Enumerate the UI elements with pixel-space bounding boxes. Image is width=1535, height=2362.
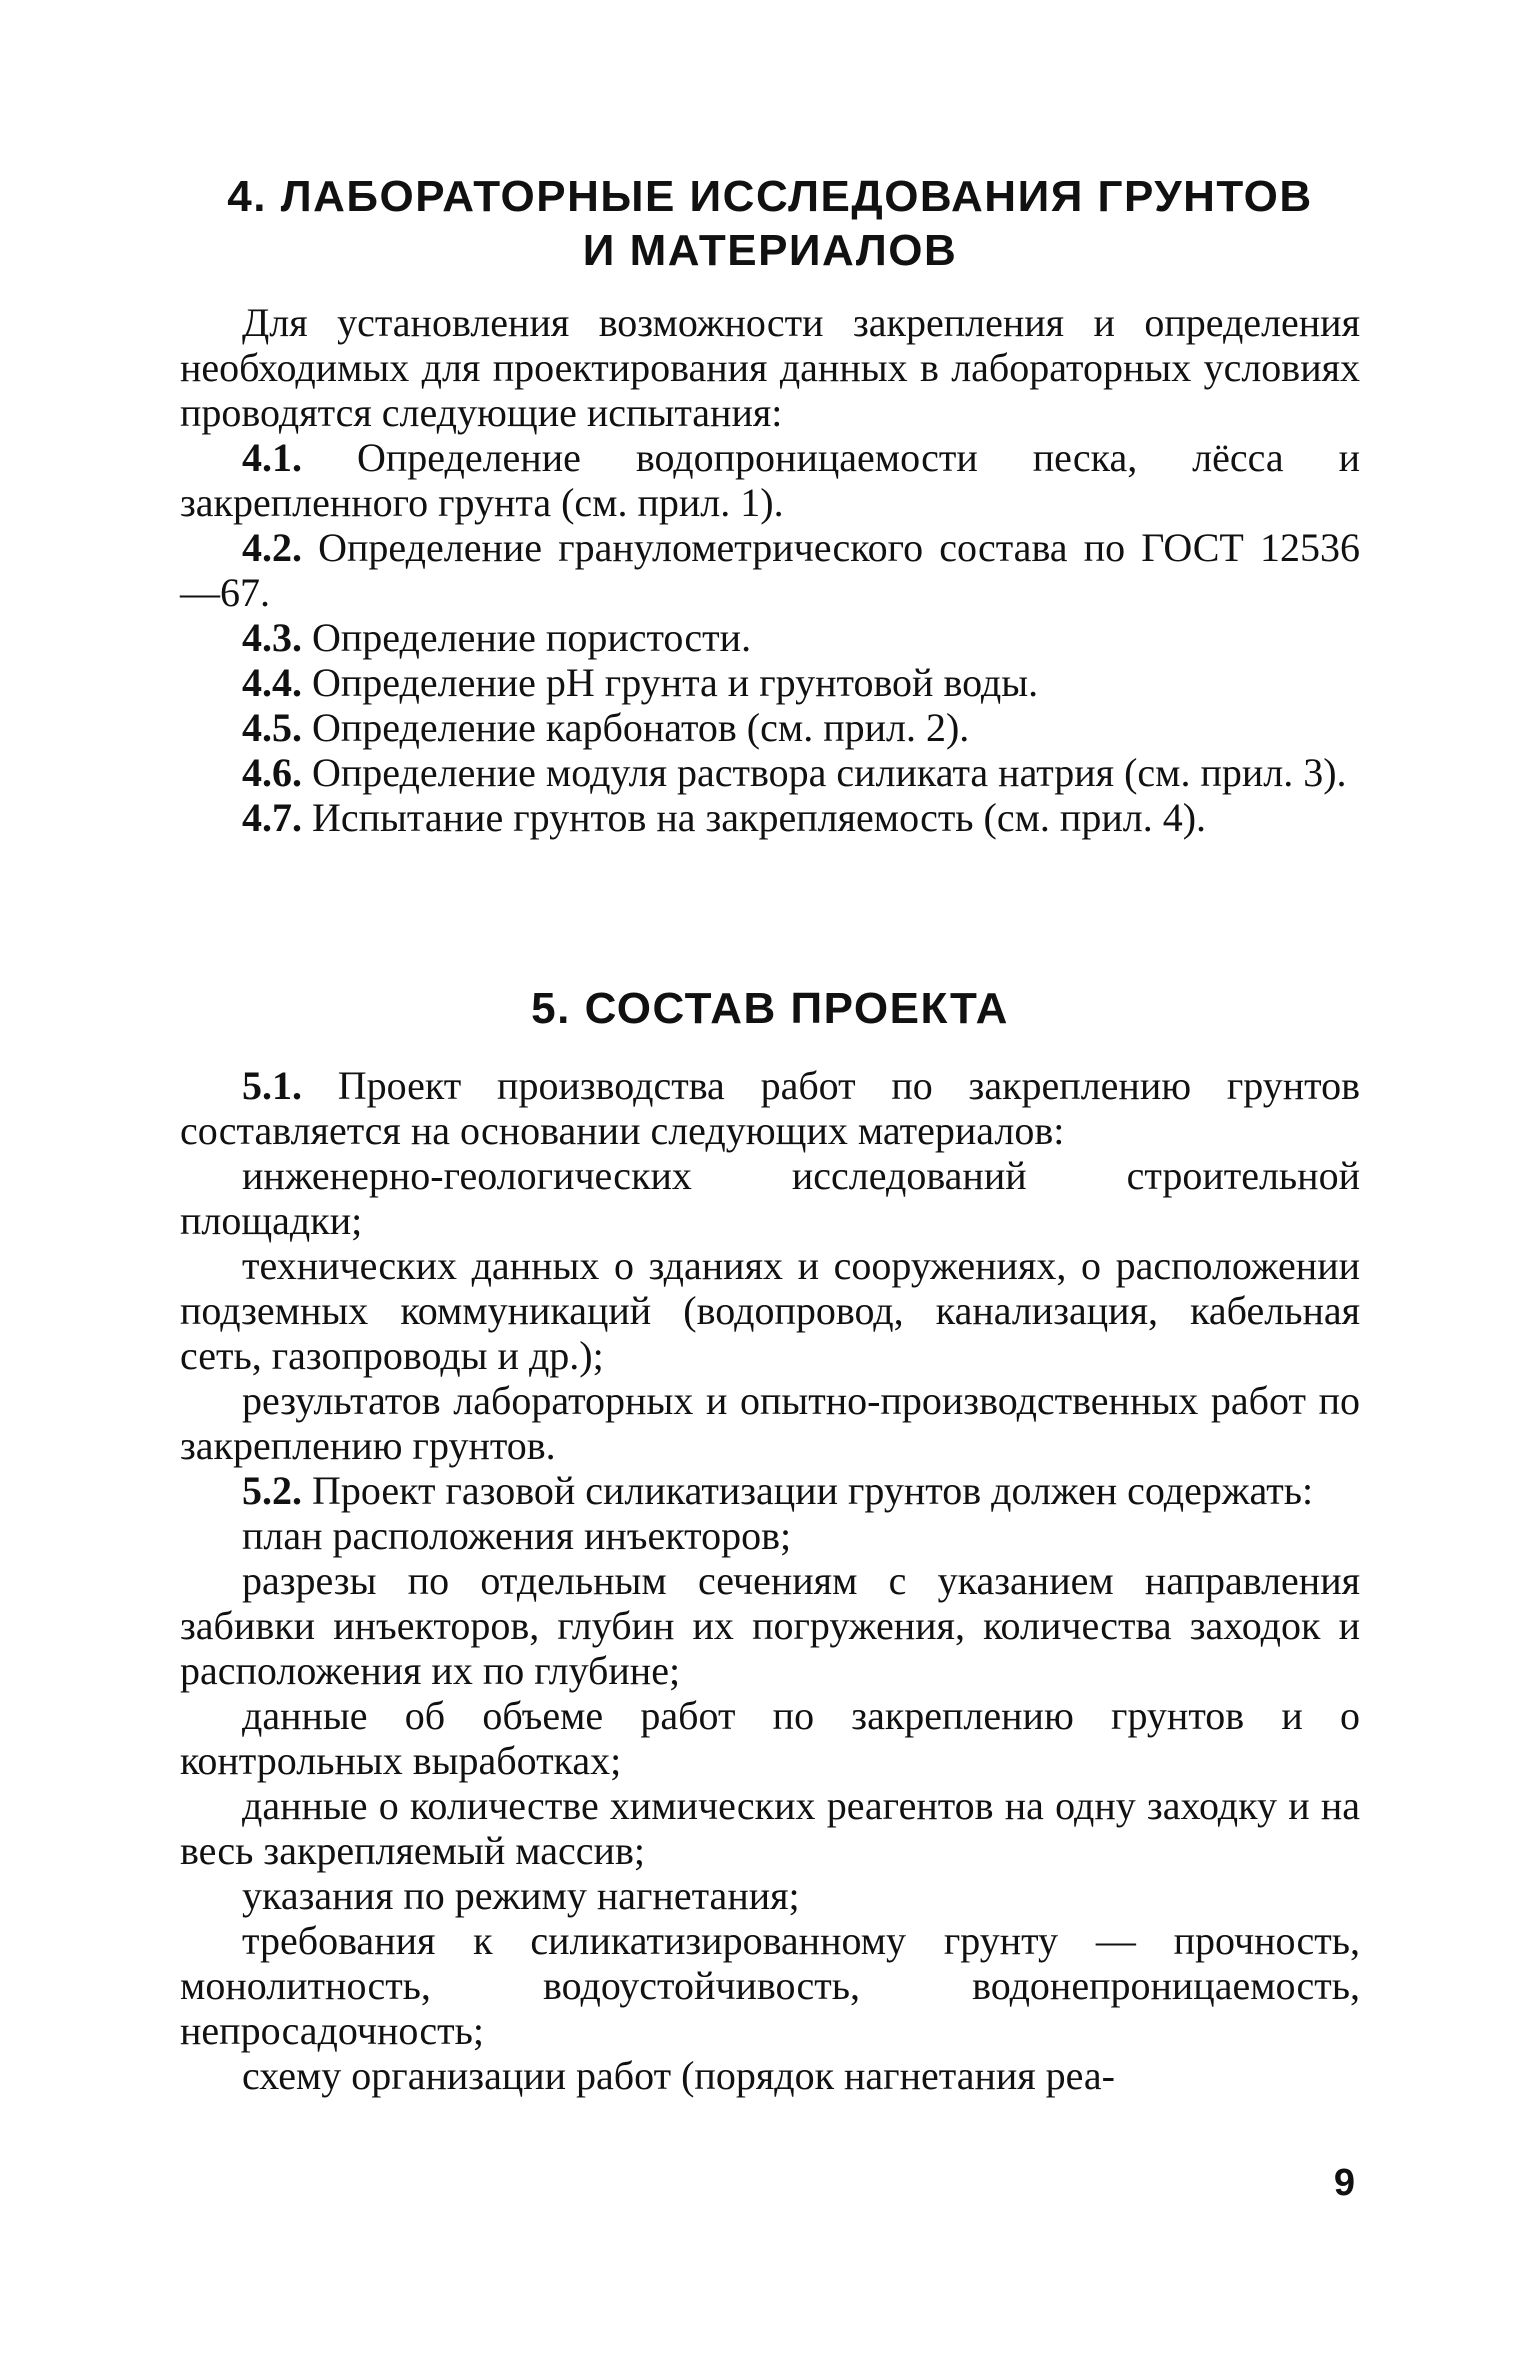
item-text: Испытание грунтов на закрепляемость (см. прил. 4). (312, 795, 1207, 840)
item-text: Определение гранулометрического состава по ГОСТ 12536—67. (180, 525, 1360, 615)
list-item (180, 615, 1360, 660)
item-number: 5.2. (242, 1468, 302, 1513)
item-text: Определение модуля раствора силиката натрия (см. прил. 3). (312, 750, 1347, 795)
list-item (180, 795, 1360, 840)
item-number: 4.6. (242, 750, 302, 795)
item-text: Определение пористости. (312, 615, 752, 660)
list-item: результатов лабораторных и опытно-производственных работ по закреплению грунтов. (180, 1378, 1360, 1468)
list-item: план расположения инъекторов; (242, 1513, 792, 1558)
paragraph-5-2-list (180, 1513, 1360, 2098)
paragraph-5-1 (180, 1063, 1360, 1153)
section-4-title-line-1: 4. ЛАБОРАТОРНЫЕ ИССЛЕДОВАНИЯ ГРУНТОВ (227, 172, 1313, 221)
item-number: 5.1. (242, 1063, 302, 1108)
item-number: 4.4. (242, 660, 302, 705)
section-4-intro: Для установления возможности закрепления и определения необходимых для проектирования данных в лабораторных условиях проводятся следующие испытания: (180, 300, 1360, 435)
item-text: Определение рН грунта и грунтовой воды. (312, 660, 1039, 705)
section-5-heading: 5. СОСТАВ ПРОЕКТА (531, 984, 1009, 1033)
list-item (180, 750, 1360, 795)
section-4-title-line-2: И МАТЕРИАЛОВ (582, 226, 958, 275)
section-4-heading (180, 170, 1360, 278)
item-number: 4.7. (242, 795, 302, 840)
item-text: Определение водопроницаемости песка, лёсса и закрепленного грунта (см. прил. 1). (180, 435, 1360, 525)
item-number: 4.1. (242, 435, 302, 480)
list-item (180, 435, 1360, 525)
item-text: Проект производства работ по закреплению грунтов составляется на основании следующих материалов: (180, 1063, 1361, 1153)
paragraph-5-1-list (180, 1153, 1360, 1468)
list-item: данные о количестве химических реагентов на одну заходку и на весь закрепляемый массив; (180, 1783, 1360, 1873)
list-item: требования к силикатизированному грунту — прочность, монолитность, водоустойчивость, водонепроницаемость, непросадочность; (180, 1918, 1360, 2053)
list-item: указания по режиму нагнетания; (242, 1873, 800, 1918)
list-item: технических данных о зданиях и сооружениях, о расположении подземных коммуникаций (водопровод, канализация, кабельная сеть, газопроводы и др.); (180, 1243, 1360, 1378)
list-item (180, 660, 1360, 705)
item-text: Определение карбонатов (см. прил. 2). (312, 705, 970, 750)
item-text: Проект газовой силикатизации грунтов должен содержать: (312, 1468, 1314, 1513)
section-5-body (180, 1063, 1360, 2098)
list-item: данные об объеме работ по закреплению грунтов и о контрольных выработках; (180, 1693, 1360, 1783)
section-4-body (180, 300, 1360, 840)
item-number: 4.5. (242, 705, 302, 750)
list-item: инженерно-геологических исследований строительной площадки; (180, 1153, 1360, 1243)
paragraph-5-2 (180, 1468, 1360, 1513)
list-item: разрезы по отдельным сечениям с указанием направления забивки инъекторов, глубин их погружения, количества заходок и расположения их по глубине; (180, 1558, 1360, 1693)
list-item (180, 705, 1360, 750)
page-number: 9 (1333, 2162, 1355, 2204)
item-number: 4.2. (242, 525, 302, 570)
list-item: схему организации работ (порядок нагнетания реа- (242, 2053, 1115, 2098)
item-number: 4.3. (242, 615, 302, 660)
section-4-list (180, 435, 1360, 840)
list-item (180, 525, 1360, 615)
